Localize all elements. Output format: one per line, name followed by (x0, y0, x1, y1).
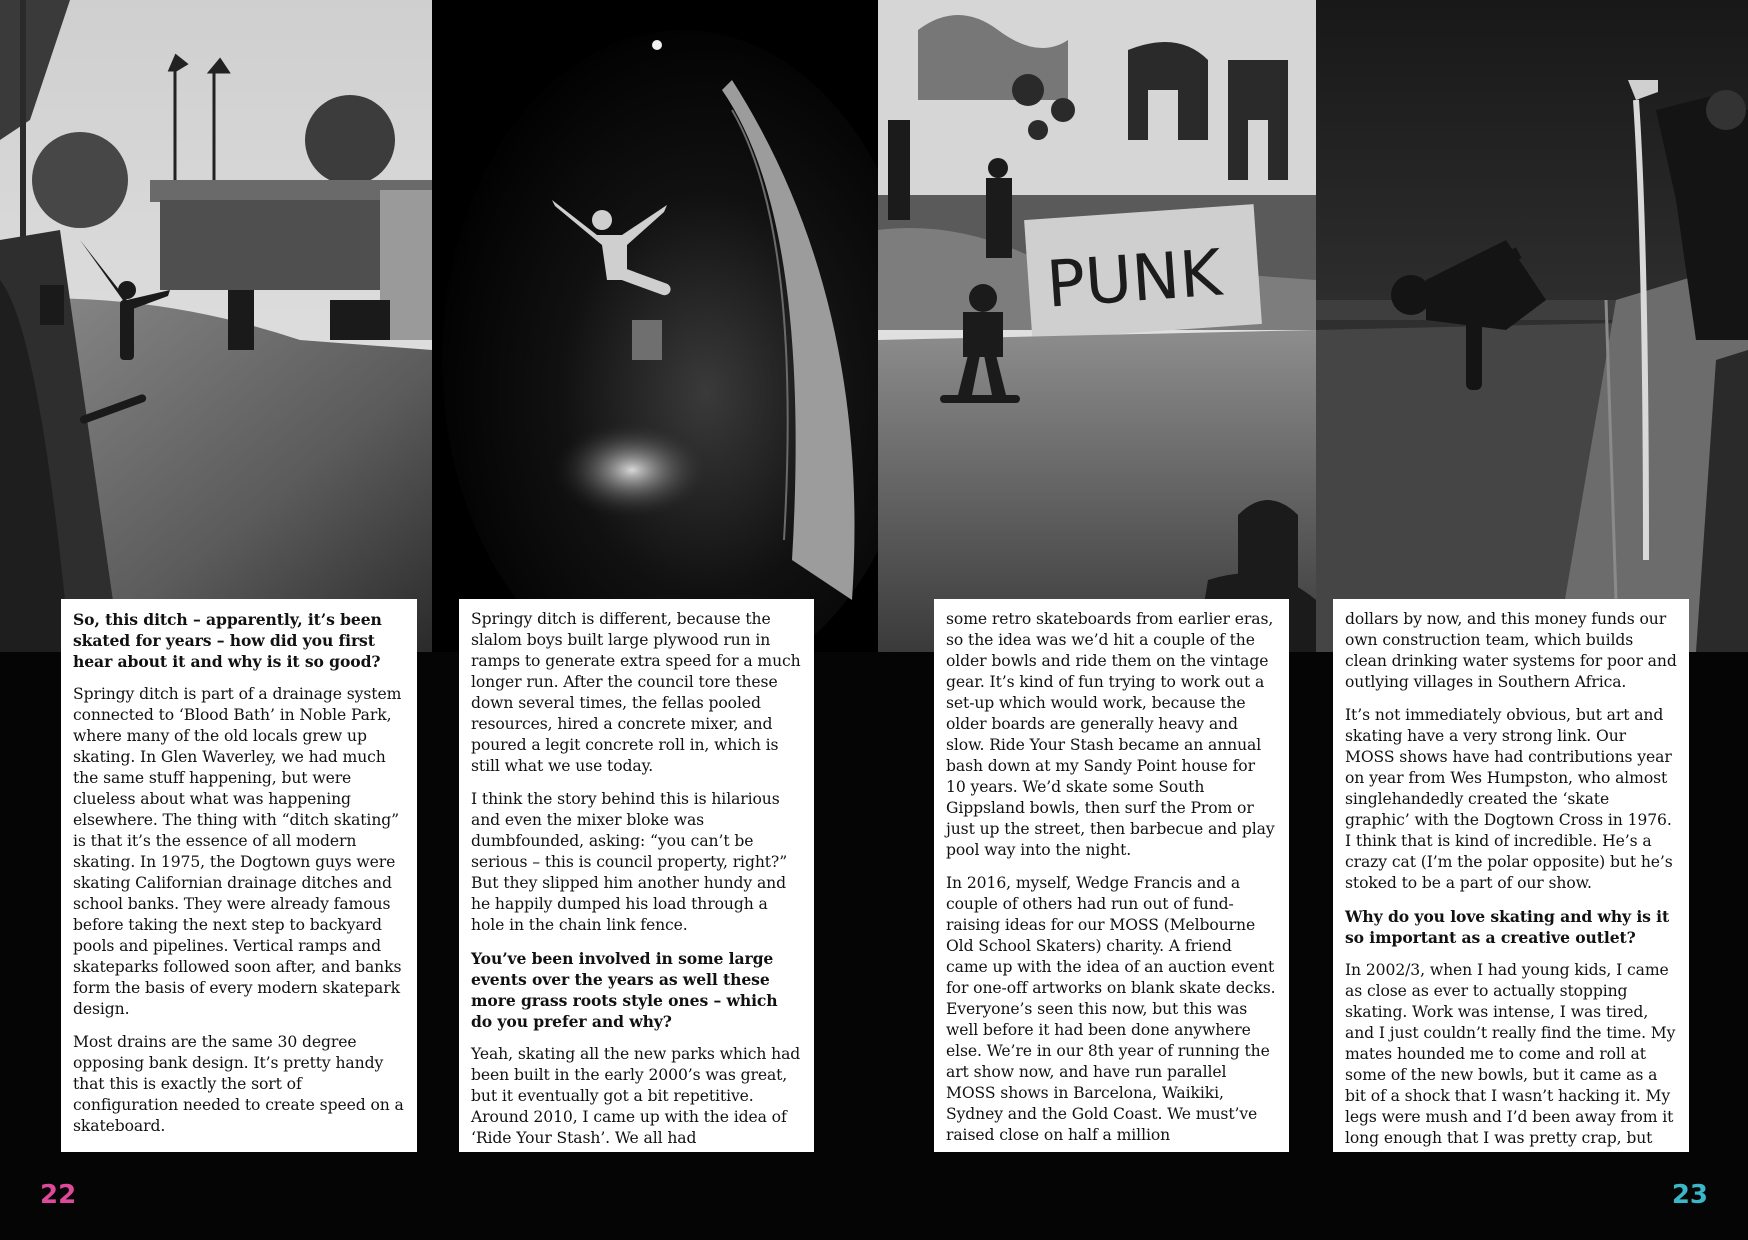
body-paragraph: Most drains are the same 30 degree opposing bank design. It’s pretty handy that this is exactly the sort of configuration needed to create speed on a skateboard. (73, 1033, 404, 1135)
body-paragraph: Springy ditch is part of a drainage system connected to ‘Blood Bath’ in Noble Park, where many of the old locals grew up skating. In Glen Waverley, we had much the same stuff happening, but were clueless about what was happening elsewhere. The thing with “ditch skating” is that it’s the essence of all modern skating. In 1975, the Dogtown guys were skating Californian drainage ditches and school banks. They were already famous before taking the next step to backyard pools and pipelines. Vertical ramps and skateparks followed soon after, and banks form the basis of every modern skatepark design. (73, 685, 402, 1018)
body-paragraph: Yeah, skating all the new parks which had been built in the early 2000’s was great, but it eventually got a bit repetitive. Around 2010, I came up with the idea of ‘Ride Your Stash’. We all had (471, 1045, 801, 1147)
body-paragraph: I think the story behind this is hilarious and even the mixer bloke was dumbfounded, asking: “you can’t be serious – this is council property, right?” But they slipped him another hundy and he happily dumped his load through a hole in the chain link fence. (471, 790, 788, 934)
photo-ditch-daylight (0, 0, 432, 652)
page-number-left: 22 (40, 1180, 77, 1210)
text-column-3 (934, 599, 1289, 1152)
photo-wall-ride-dusk (1316, 0, 1748, 652)
question-heading: Why do you love skating and why is it so important as a creative outlet? (1345, 907, 1670, 947)
body-paragraph: Springy ditch is different, because the slalom boys built large plywood run in ramps to generate extra speed for a much longer run. After the council tore these down several times, the fellas pooled resources, hired a concrete mixer, and poured a legit concrete roll in, which is still what we use today. (471, 610, 801, 775)
body-paragraph: some retro skateboards from earlier eras, so the idea was we’d hit a couple of the older bowls and ride them on the vintage gear. It’s kind of fun trying to work out a set-up which would work, because the older boards are generally heavy and slow. Ride Your Stash became an annual bash down at my Sandy Point house for 10 years. We’d skate some South Gippsland bowls, then surf the Prom or just up the street, then barbecue and play pool way into the night. (946, 610, 1275, 859)
question-heading: You’ve been involved in some large events over the years as well these more grass roots style ones – which do you prefer and why? (471, 949, 778, 1031)
photo-punk-sign (878, 0, 1316, 652)
text-column-4 (1333, 599, 1689, 1152)
question-heading: So, this ditch – apparently, it’s been skated for years – how did you first hear about it and why is it so good? (73, 610, 382, 671)
body-paragraph: In 2002/3, when I had young kids, I came as close as ever to actually stopping skating. Work was intense, I was tired, and I just couldn’t really find the time. My mates hounded me to come and roll at some of the new bowls, but it came as a bit of a shock that I wasn’t hacking it. My legs were mush and I’d been away from it long enough that I was pretty crap, but (1345, 961, 1676, 1147)
text-column-1 (61, 599, 417, 1152)
punk-sign-text: PUNK (1044, 236, 1225, 323)
photo-night-plywood-wall (432, 0, 878, 652)
body-paragraph: It’s not immediately obvious, but art and skating have a very strong link. Our MOSS shows have had contributions year on year from Wes Humpston, who almost singlehandedly created the ‘skate graphic’ with the Dogtown Cross in 1976. I think that is kind of incredible. He’s a crazy cat (I’m the polar opposite) but he’s stoked to be a part of our show. (1345, 706, 1673, 892)
body-paragraph: dollars by now, and this money funds our own construction team, which builds clean drinking water systems for poor and outlying villages in Southern Africa. (1345, 610, 1677, 691)
text-column-2 (459, 599, 814, 1152)
body-paragraph: In 2016, myself, Wedge Francis and a couple of others had run out of fund-raising ideas for our MOSS (Melbourne Old School Skaters) charity. A friend came up with the idea of an auction event for one-off artworks on blank skate decks. Everyone’s seen this now, but this was well before it had been done anywhere else. We’re in our 8th year of running the art show now, and have run parallel MOSS shows in Barcelona, Waikiki, Sydney and the Gold Coast. We must’ve raised close on half a million (946, 874, 1276, 1144)
page-number-right: 23 (1671, 1180, 1708, 1210)
